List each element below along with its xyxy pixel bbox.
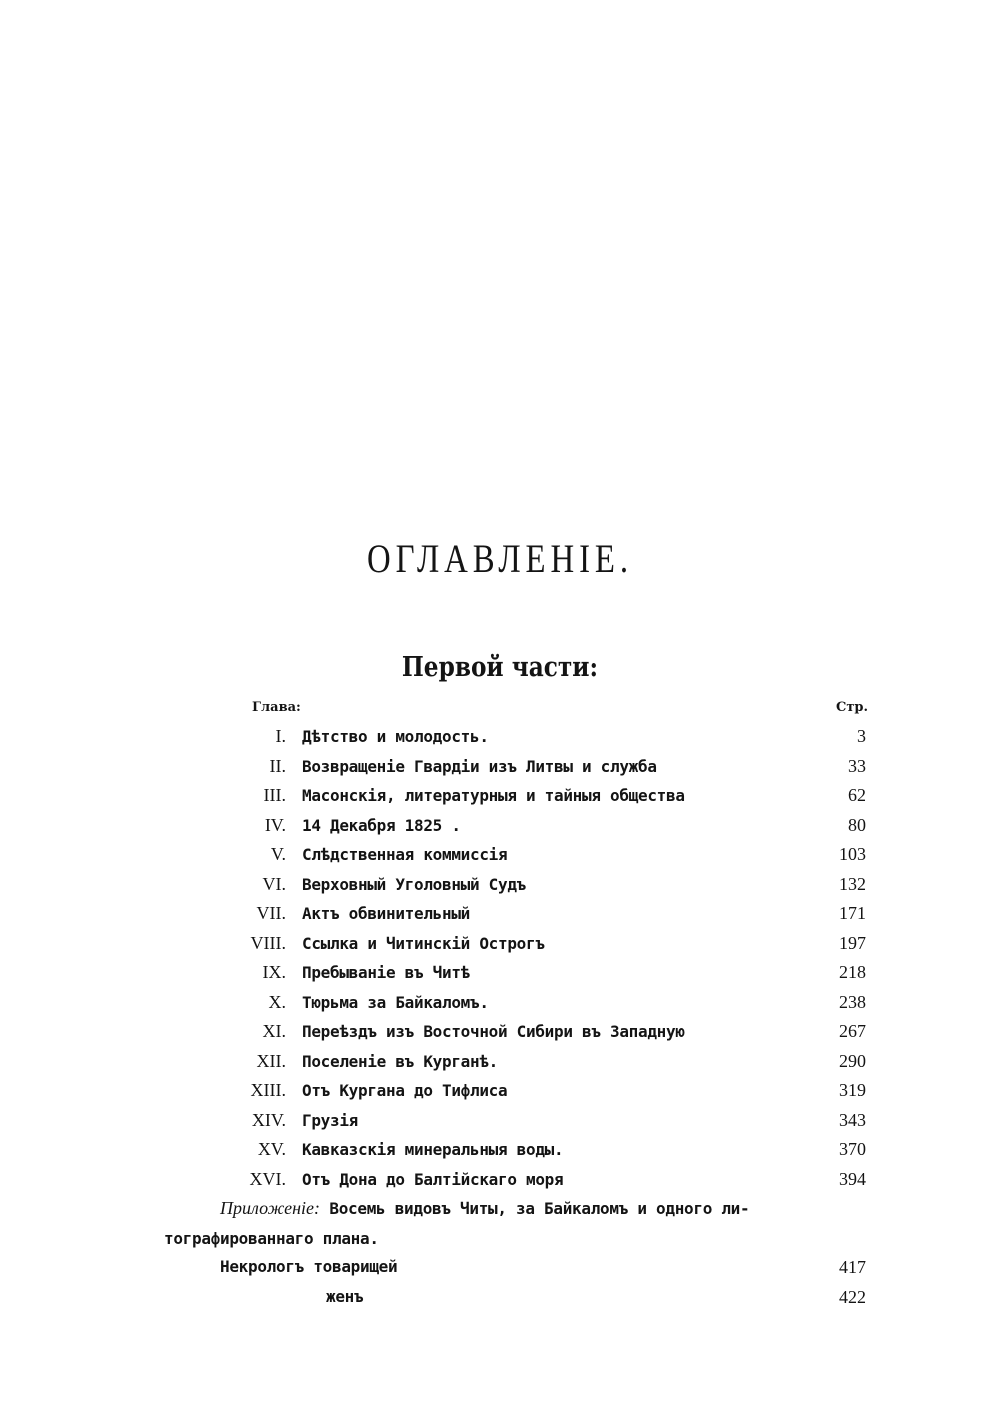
chapter-number: V.: [270, 844, 286, 864]
chapter-title: 14 Декабря 1825 .: [302, 815, 461, 835]
chapter-number: VII.: [256, 903, 286, 923]
chapter-title: Актъ обвинительный: [302, 904, 470, 923]
toc-row: [0, 1135, 1000, 1165]
necrology-label: женъ: [326, 1287, 364, 1306]
chapter-title: Ссылка и Читинскiй Острогъ: [302, 933, 545, 953]
chapter-number: VIII.: [250, 932, 286, 953]
chapter-page: 62: [848, 785, 866, 805]
toc-row: [0, 840, 1000, 870]
chapter-page: 370: [839, 1139, 866, 1159]
toc-row: [0, 929, 1000, 959]
chapter-number: I.: [275, 726, 286, 746]
chapter-page: 197: [839, 932, 866, 953]
necrology-row: [0, 1252, 1000, 1282]
chapter-column-header: Глава:: [252, 700, 301, 715]
chapter-number: XIV.: [251, 1109, 286, 1130]
chapter-number: III.: [263, 785, 286, 805]
chapter-title: Поселенiе въ Курганѣ.: [302, 1051, 498, 1071]
chapter-page: 80: [848, 814, 866, 835]
chapter-page: 394: [839, 1168, 866, 1189]
chapter-number: XIII.: [250, 1080, 286, 1100]
necrology-page: 422: [839, 1287, 866, 1307]
toc-row: [0, 1047, 1000, 1077]
chapter-title: Пребыванiе въ Читѣ: [302, 963, 470, 982]
chapter-title: Отъ Кургана до Тифлиса: [302, 1081, 508, 1100]
chapter-number: II.: [269, 755, 286, 776]
toc-row: [0, 1106, 1000, 1136]
chapter-page: 132: [839, 873, 866, 894]
chapter-number: XV.: [257, 1139, 286, 1159]
page-title: ОГЛАВЛЕНIЕ.: [366, 536, 633, 581]
chapter-page: 238: [839, 991, 866, 1012]
appendix-text-line2: тографированнаго плана.: [164, 1229, 379, 1248]
page-column-header: Стр.: [835, 700, 868, 715]
chapter-number: XII.: [256, 1050, 286, 1071]
toc-row: [0, 870, 1000, 900]
toc-row: [0, 1076, 1000, 1106]
appendix-text-line1: Восемь видовъ Читы, за Байкаломъ и одного ли-: [329, 1199, 750, 1218]
chapter-number: VI.: [262, 873, 286, 894]
chapter-title: Грузiя: [302, 1110, 358, 1130]
chapter-page: 267: [839, 1021, 866, 1041]
chapter-title: Масонскiя, литературныя и тайныя общества: [302, 786, 685, 805]
toc-row: [0, 1017, 1000, 1047]
chapter-title: Кавказскiя минеральныя воды.: [302, 1140, 564, 1159]
toc-row: [0, 752, 1000, 782]
appendix-lead: Приложенiе:: [220, 1198, 321, 1218]
chapter-title: Тюрьма за Байкаломъ.: [302, 992, 489, 1012]
toc-row: [0, 722, 1000, 752]
section-subtitle: Первой части:: [401, 652, 599, 683]
necrology-page: 417: [839, 1257, 866, 1277]
chapter-page: 290: [839, 1050, 866, 1071]
toc-row: [0, 811, 1000, 841]
chapter-page: 343: [839, 1109, 866, 1130]
chapter-page: 103: [839, 844, 866, 864]
chapter-title: Верховный Уголовный Судъ: [302, 874, 526, 894]
chapter-number: X.: [268, 991, 286, 1012]
chapter-number: IX.: [262, 962, 286, 982]
appendix-note: [164, 1193, 820, 1254]
toc-row: [0, 781, 1000, 811]
table-of-contents: [0, 722, 1000, 1194]
chapter-title: Дѣтство и молодость.: [302, 727, 489, 746]
chapter-number: IV.: [264, 814, 286, 835]
chapter-title: Переѣздъ изъ Восточной Сибири въ Западную: [302, 1022, 685, 1041]
chapter-page: 218: [839, 962, 866, 982]
chapter-title: Отъ Дона до Балтiйскаго моря: [302, 1169, 564, 1189]
chapter-title: Слѣдственная коммиссiя: [302, 845, 508, 864]
chapter-number: XI.: [262, 1021, 286, 1041]
toc-row: [0, 958, 1000, 988]
chapter-page: 319: [839, 1080, 866, 1100]
toc-row: [0, 988, 1000, 1018]
necrology-row: [0, 1282, 1000, 1312]
chapter-page: 33: [848, 755, 866, 776]
chapter-page: 3: [857, 726, 866, 746]
chapter-page: 171: [839, 903, 866, 923]
toc-row: [0, 1165, 1000, 1195]
chapter-number: XVI.: [249, 1168, 286, 1189]
toc-row: [0, 899, 1000, 929]
chapter-title: Возвращенiе Гвардiи изъ Литвы и служба: [302, 756, 657, 776]
necrology-label: Некрологъ товарищей: [220, 1257, 398, 1276]
